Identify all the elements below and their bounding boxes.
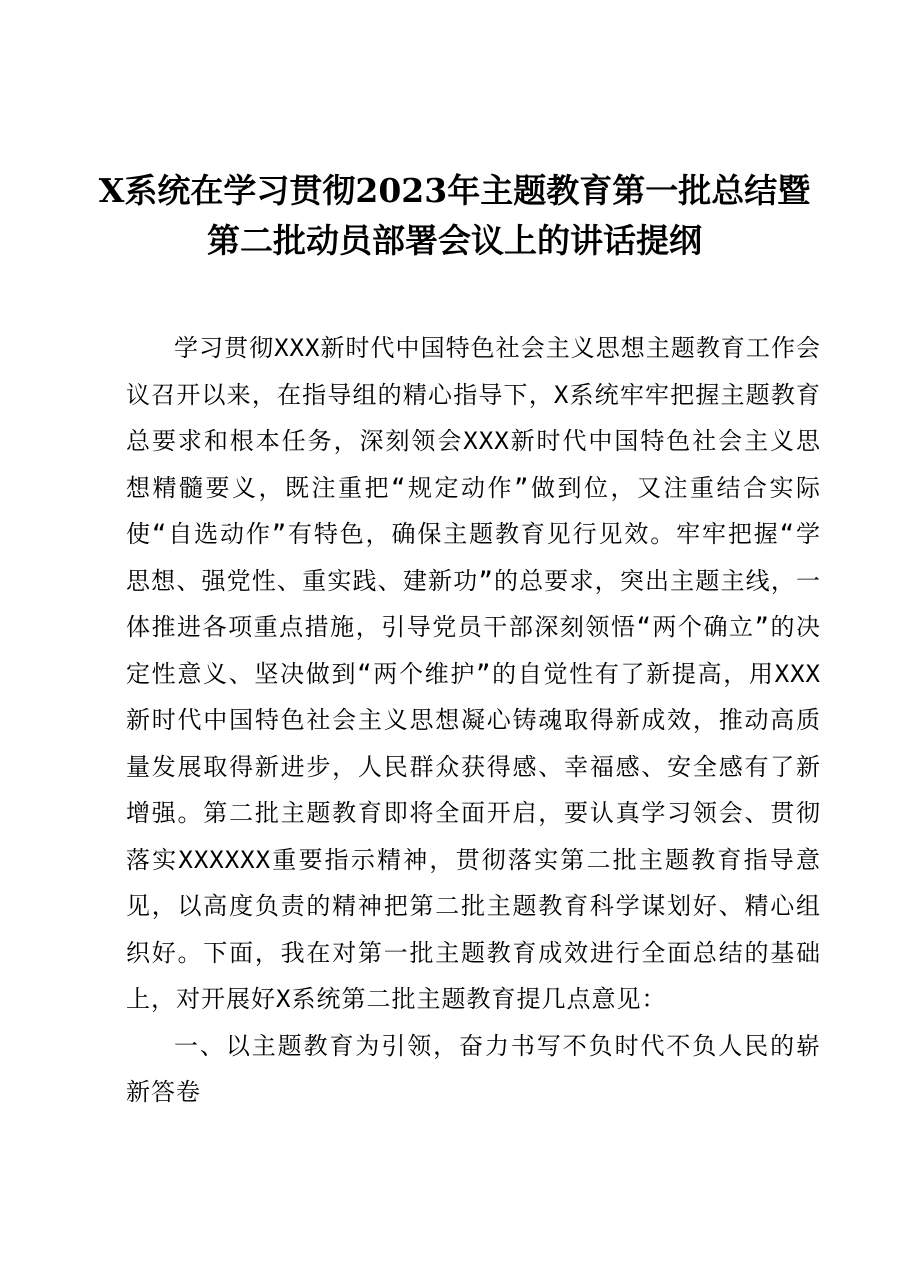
title-line-2: 第二批动员部署会议上的讲话提纲 [207, 221, 702, 260]
document-title [60, 166, 849, 266]
document-body [126, 325, 821, 1116]
title-line-1: X系统在学习贯彻2023年主题教育第一批总结暨 [98, 171, 811, 210]
section-heading: 一、以主题教育为引领，奋力书写不负时代不负人民的崭新答卷 [126, 1031, 821, 1106]
body-paragraph: 学习贯彻XXX新时代中国特色社会主义思想主题教育工作会议召开以来，在指导组的精心指导下，X系统牢牢把握主题教育总要求和根本任务，深刻领会XXX新时代中国特色社会主义思想精髓要义，既注重把“规定动作”做到位，又注重结合实际使“自选动作”有特色，确保主题教育见行见效。牢牢把握“学思想、强党性、重实践、建新功”的总要求，突出主题主线，一体推进各项重点措施，引导党员干部深刻领悟“两个确立”的决定性意义、坚决做到“两个维护”的自觉性有了新提高，用XXX新时代中国特色社会主义思想凝心铸魂取得新成效，推动高质量发展取得新进步，人民群众获得感、幸福感、安全感有了新增强。第二批主题教育即将全面开启，要认真学习领会、贯彻落实XXXXXX重要指示精神，贯彻落实第二批主题教育指导意见，以高度负责的精神把第二批主题教育科学谋划好、精心组织好。下面，我在对第一批主题教育成效进行全面总结的基础上，对开展好X系统第二批主题教育提几点意见： [126, 334, 821, 1013]
